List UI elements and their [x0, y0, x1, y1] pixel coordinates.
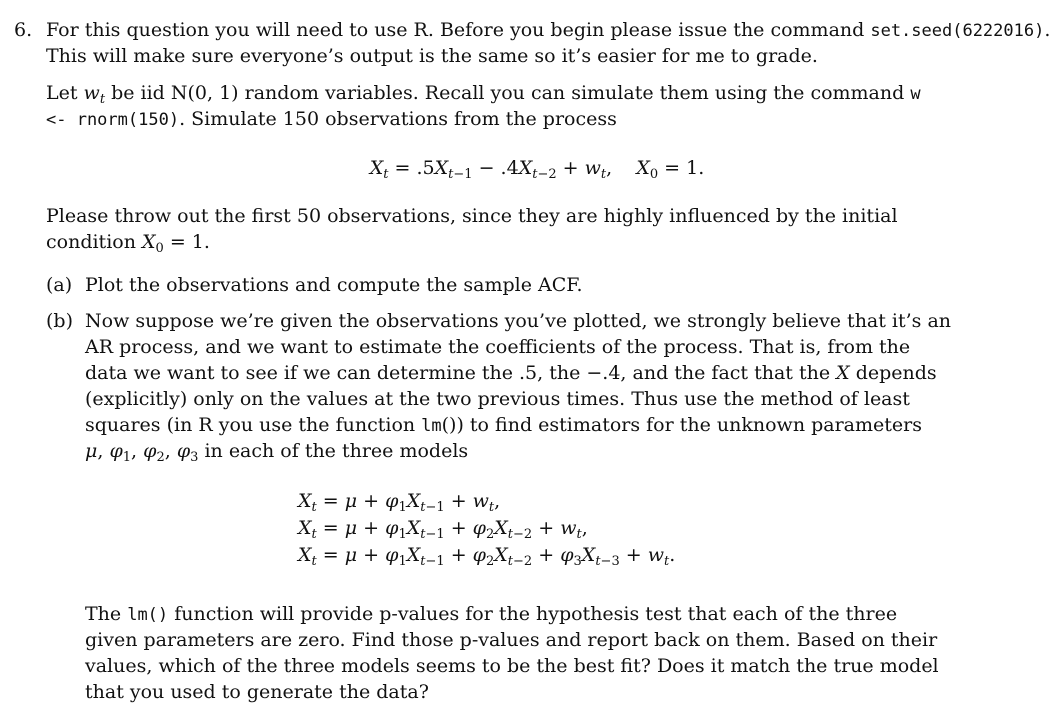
final-line-3: values, which of the three models seems to be the best fit? Does it match the true model: [85, 655, 939, 677]
question-number: 6.: [14, 19, 33, 41]
intro-text-b: .: [1044, 19, 1050, 41]
model-equation-1: $X_t = \mu + \varphi_1X_{t-1} + w_t$,: [298, 490, 501, 515]
part-b-line-4: (explicitly) only on the values at the two previous times. Thus use the method of least: [85, 388, 910, 410]
paragraph-3-line-1: Please throw out the first 50 observations, since they are highly influenced by the initial: [46, 205, 898, 227]
final-line-1: The lm() function will provide p-values for the hypothesis test that each of the three: [85, 603, 898, 625]
paragraph-2-line-2: [46, 106, 617, 133]
lm-command: lm: [421, 416, 442, 436]
final-line-4: that you used to generate the data?: [85, 681, 429, 703]
w-t-symbol: $w_t$: [83, 82, 106, 107]
part-b-line-1: Now suppose we’re given the observations you’ve plotted, we strongly believe that it’s an: [85, 310, 952, 332]
final-line-2: given parameters are zero. Find those p-values and report back on them. Based on their: [85, 629, 938, 651]
part-b-line-2: AR process, and we want to estimate the coefficients of the process. That is, from the: [85, 336, 911, 358]
part-a-text: Plot the observations and compute the sample ACF.: [85, 274, 583, 296]
p2-text-a: Let: [46, 82, 84, 104]
model-equation-3: $X_t = \mu + \varphi_1X_{t-1} + \varphi_2X_{t-2} + \varphi_3X_{t-3} + w_t$.: [298, 544, 676, 569]
p2-text-c: . Simulate 150 observations from the process: [179, 108, 617, 130]
part-a-label: (a): [46, 274, 73, 296]
process-equation: $X_t = .5X_{t-1} - .4X_{t-2} + w_t$, $X_0 = 1$.: [369, 157, 705, 182]
part-b-line-5: squares (in R you use the function lm()) to find estimators for the unknown parameters: [85, 414, 922, 436]
rnorm-command-part-2: <- rnorm(150): [46, 110, 180, 130]
part-b-line-6: μ, $\varphi_1$, $\varphi_2$, $\varphi_3$ in each of the three models: [85, 440, 469, 465]
lm-function-name: lm(): [127, 605, 169, 625]
part-b-label: (b): [46, 310, 73, 332]
rnorm-command-part-1: w: [910, 84, 921, 104]
intro-line-1: [46, 17, 1050, 44]
p2-text-b: be iid N(0, 1) random variables. Recall you can simulate them using the command: [105, 82, 911, 104]
intro-line-2: This will make sure everyone’s output is the same so it’s easier for me to grade.: [46, 45, 818, 67]
intro-text-a: For this question you will need to use R. Before you begin please issue the command: [46, 19, 871, 41]
part-b-line-3: data we want to see if we can determine the .5, the −.4, and the fact that the X depends: [85, 362, 937, 384]
model-equation-2: $X_t = \mu + \varphi_1X_{t-1} + \varphi_2X_{t-2} + w_t$,: [298, 517, 588, 542]
paragraph-3-line-2: condition $X_0 = 1$.: [46, 231, 210, 256]
set-seed-command: set.seed(6222016): [870, 21, 1045, 41]
